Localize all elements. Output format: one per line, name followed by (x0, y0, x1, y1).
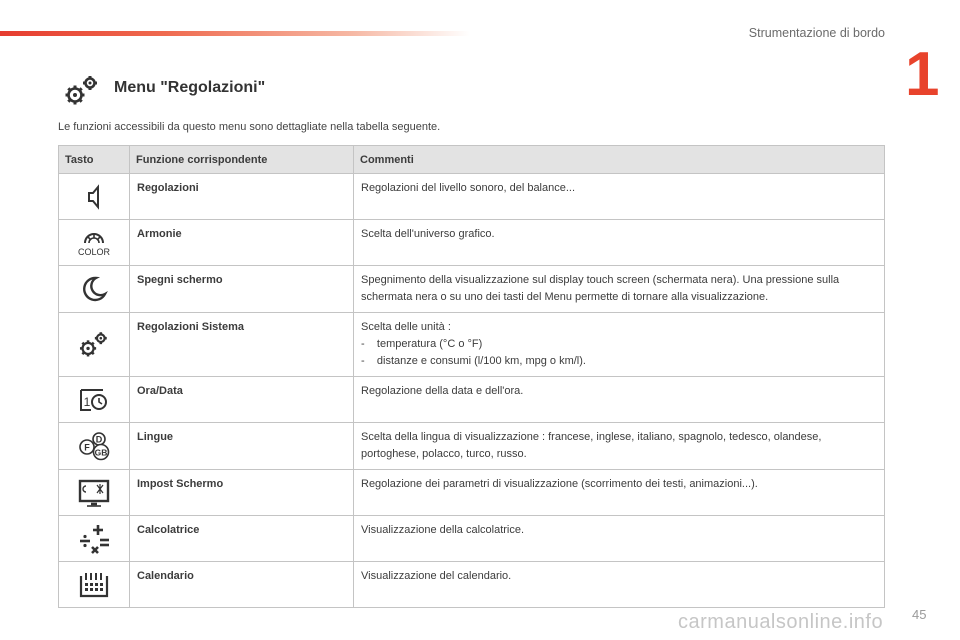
key-cell (59, 377, 130, 423)
lang-d: D (95, 434, 103, 445)
table-row (59, 423, 885, 470)
function-name: Ora/Data (130, 377, 354, 423)
function-name: Regolazioni Sistema (130, 313, 354, 377)
function-name: Lingue (130, 423, 354, 470)
color-palette-icon (72, 228, 116, 258)
key-cell (59, 516, 130, 562)
key-cell (59, 266, 130, 313)
key-cell (59, 220, 130, 266)
section-title: Strumentazione di bordo (748, 26, 885, 40)
key-cell (59, 562, 130, 608)
table-row (59, 220, 885, 266)
table-row (59, 174, 885, 220)
table-row (59, 516, 885, 562)
bullet-text: temperatura (°C o °F) (376, 338, 483, 350)
calendar-icon (77, 570, 111, 600)
header-accent-bar (0, 31, 470, 36)
function-name: Calcolatrice (130, 516, 354, 562)
function-comment: Visualizzazione del calendario. (354, 562, 885, 608)
function-comment: Visualizzazione della calcolatrice. (354, 516, 885, 562)
function-comment (354, 313, 885, 377)
function-name: Regolazioni (130, 174, 354, 220)
page-number: 45 (912, 607, 927, 622)
function-comment: Scelta della lingua di visualizzazione : francese, inglese, italiano, spagnolo, tedesco, olandese, portoghese, polacco, turco, russo. (354, 423, 885, 470)
speaker-icon (79, 182, 109, 212)
gears-icon (77, 329, 111, 361)
column-header-function: Funzione corrispondente (130, 146, 354, 174)
key-cell (59, 470, 130, 516)
key-cell (59, 423, 130, 470)
day-label: 1 (83, 394, 91, 409)
bullet-text: distanze e consumi (l/100 km, mpg o km/l). (376, 355, 586, 367)
function-comment: Regolazioni del livello sonoro, del balance... (354, 174, 885, 220)
intro-text: Le funzioni accessibili da questo menu sono dettagliate nella tabella seguente. (58, 121, 441, 133)
menu-title: Menu "Regolazioni" (114, 79, 266, 96)
column-header-comments: Commenti (354, 146, 885, 174)
bullet-item: - distanze e consumi (l/100 km, mpg o km/l). (361, 355, 586, 367)
function-comment: Scelta dell'universo grafico. (354, 220, 885, 266)
lang-gb: GB (94, 447, 108, 458)
table-row (59, 266, 885, 313)
calculator-icon (76, 522, 112, 556)
bullet-item: - temperatura (°C o °F) (361, 338, 483, 350)
moon-icon (79, 274, 109, 304)
screen-settings-icon (77, 478, 111, 508)
function-name: Impost Schermo (130, 470, 354, 516)
table-row (59, 562, 885, 608)
column-header-key: Tasto (59, 146, 130, 174)
color-label: COLOR (77, 246, 111, 257)
table-row (59, 313, 885, 377)
function-name: Spegni schermo (130, 266, 354, 313)
lang-f: F (84, 442, 90, 453)
table-row (59, 377, 885, 423)
language-flags-icon (74, 430, 114, 462)
function-comment: Regolazione della data e dell'ora. (354, 377, 885, 423)
gears-icon (62, 73, 102, 109)
key-cell (59, 174, 130, 220)
chapter-number: 1 (905, 40, 940, 109)
settings-table (58, 145, 885, 608)
function-comment: Spegnimento della visualizzazione sul display touch screen (schermata nera). Una pressione sulla schermata nera o su uno dei tasti del Menu permette di tornare alla visualizzazione. (354, 266, 885, 313)
watermark: carmanualsonline.info (678, 611, 884, 633)
key-cell (59, 313, 130, 377)
comment-line: Scelta delle unità : (361, 321, 451, 333)
function-name: Calendario (130, 562, 354, 608)
function-name: Armonie (130, 220, 354, 266)
table-row (59, 470, 885, 516)
clock-calendar-icon (77, 386, 111, 414)
function-comment: Regolazione dei parametri di visualizzazione (scorrimento dei testi, animazioni...). (354, 470, 885, 516)
table-header-row (59, 146, 885, 174)
